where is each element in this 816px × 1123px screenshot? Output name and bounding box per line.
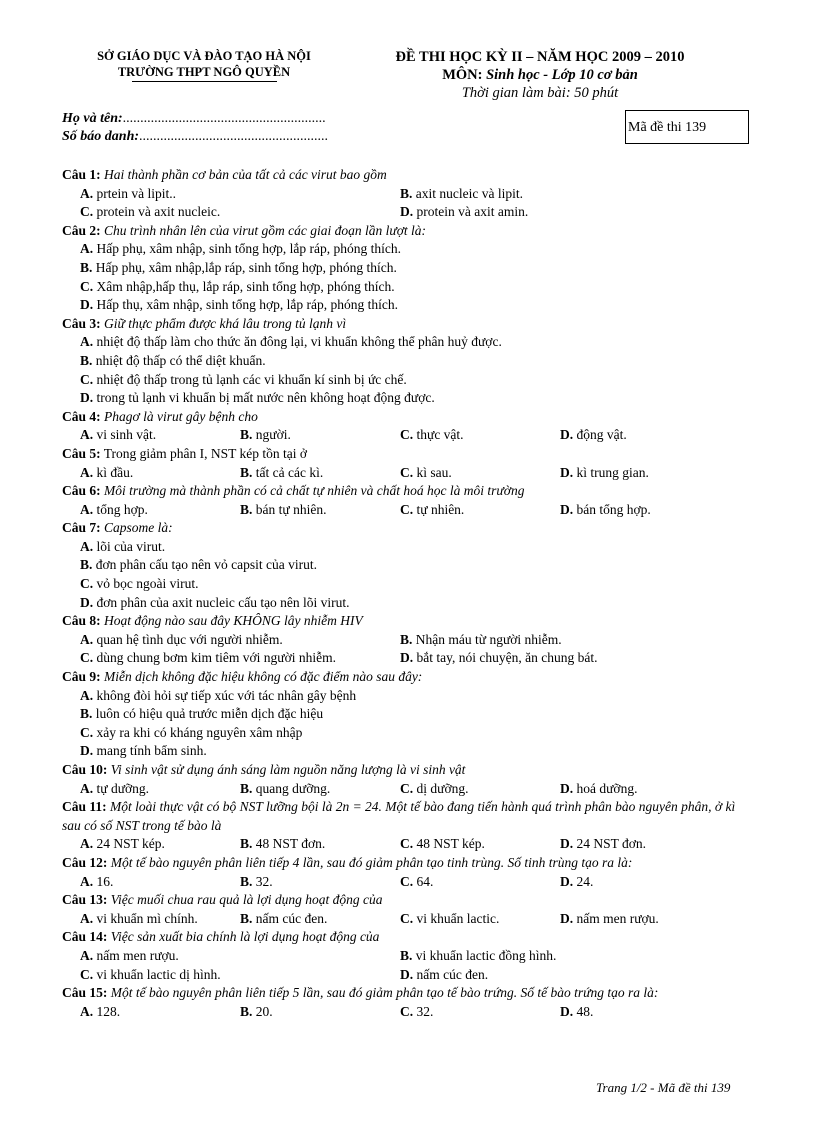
option-letter: C. bbox=[80, 650, 94, 666]
school-name: TRƯỜNG THPT NGÔ QUYỀN bbox=[117, 65, 291, 79]
option-row bbox=[62, 873, 756, 892]
answer-option-d bbox=[560, 835, 720, 854]
option-text: axit nucleic và lipit. bbox=[415, 185, 523, 201]
exam-code-box: Mã đề thi 139 bbox=[625, 110, 749, 144]
option-row bbox=[62, 556, 756, 575]
question-1 bbox=[62, 166, 756, 222]
question-text: Một loài thực vật có bộ NST lưỡng bội là 2n = 24. Một tế bào đang tiến hành quá trình phân bào nguyên phân, ở kì sau có số NST trong tế bào là bbox=[62, 799, 736, 833]
answer-option-b bbox=[80, 259, 397, 278]
question-text: Việc sản xuất bia chính là lợi dụng hoạt động của bbox=[110, 929, 380, 945]
option-letter: D. bbox=[80, 743, 94, 759]
option-letter: C. bbox=[400, 836, 414, 852]
question-stem bbox=[62, 798, 756, 835]
answer-option-b bbox=[240, 780, 400, 799]
option-letter: B. bbox=[240, 464, 253, 480]
question-list bbox=[62, 166, 756, 1021]
header-left bbox=[62, 48, 346, 82]
answer-option-c bbox=[400, 501, 560, 520]
answer-option-d bbox=[80, 389, 435, 408]
question-8 bbox=[62, 612, 756, 668]
option-text: bán tổng hợp. bbox=[576, 501, 651, 517]
option-text: vi khuẩn lactic. bbox=[416, 910, 500, 926]
question-number: Câu 4: bbox=[62, 408, 101, 424]
answer-option-d bbox=[560, 426, 720, 445]
question-number: Câu 8: bbox=[62, 613, 101, 629]
option-text: dùng chung bơm kim tiêm với người nhiễm. bbox=[96, 650, 336, 666]
answer-option-a bbox=[80, 835, 240, 854]
question-stem bbox=[62, 761, 756, 780]
option-letter: C. bbox=[400, 780, 414, 796]
question-number: Câu 12: bbox=[62, 854, 108, 870]
question-stem bbox=[62, 928, 756, 947]
question-number: Câu 1: bbox=[62, 167, 101, 182]
option-row bbox=[62, 538, 756, 557]
department-name: SỞ GIÁO DỤC VÀ ĐÀO TẠO HÀ NỘI bbox=[97, 49, 311, 63]
answer-option-d bbox=[560, 1003, 720, 1022]
option-row bbox=[62, 464, 756, 483]
answer-option-a bbox=[80, 240, 401, 259]
option-letter: C. bbox=[400, 1003, 414, 1019]
header-right bbox=[370, 48, 710, 102]
option-text: 48 NST đơn. bbox=[255, 836, 326, 852]
question-14 bbox=[62, 928, 756, 984]
option-letter: C. bbox=[80, 724, 94, 740]
option-text: đơn phân cấu tạo nên vỏ capsit của virut. bbox=[95, 557, 317, 573]
question-number: Câu 7: bbox=[62, 520, 101, 536]
answer-option-a bbox=[80, 538, 165, 557]
option-text: vi khuẩn lactic dị hình. bbox=[96, 966, 221, 982]
option-text: quan hệ tình dục với người nhiễm. bbox=[96, 631, 283, 647]
answer-option-c bbox=[80, 649, 400, 668]
option-text: lõi của virut. bbox=[96, 538, 166, 554]
answer-option-c bbox=[80, 278, 395, 297]
option-letter: B. bbox=[80, 259, 93, 275]
option-text: 48. bbox=[576, 1003, 594, 1019]
subject-line bbox=[370, 66, 710, 84]
option-letter: A. bbox=[80, 631, 94, 647]
option-text: 24 NST đơn. bbox=[576, 836, 647, 852]
option-letter: C. bbox=[400, 501, 414, 517]
option-text: tự dưỡng. bbox=[96, 780, 150, 796]
answer-option-a bbox=[80, 464, 240, 483]
option-text: nấm cúc đen. bbox=[255, 910, 328, 926]
option-row bbox=[62, 501, 756, 520]
answer-option-c bbox=[80, 966, 400, 985]
answer-option-d bbox=[560, 910, 720, 929]
answer-option-d bbox=[80, 594, 350, 613]
question-text: Phagơ là virut gây bệnh cho bbox=[104, 408, 258, 424]
answer-option-d bbox=[560, 464, 720, 483]
student-name-line bbox=[62, 110, 328, 128]
question-text: Chu trình nhân lên của virut gồm các giai đoạn lần lượt là: bbox=[104, 222, 427, 238]
option-text: xảy ra khi có kháng nguyên xâm nhập bbox=[96, 724, 303, 740]
question-text: Việc muối chua rau quả là lợi dụng hoạt động của bbox=[110, 892, 383, 908]
question-10 bbox=[62, 761, 756, 798]
option-row bbox=[62, 426, 756, 445]
option-text: vi khuẩn mì chính. bbox=[96, 910, 198, 926]
option-text: 128. bbox=[96, 1003, 121, 1019]
option-letter: B. bbox=[80, 352, 93, 368]
answer-option-a bbox=[80, 910, 240, 929]
option-letter: A. bbox=[80, 1003, 94, 1019]
student-id-line bbox=[62, 128, 328, 146]
question-number: Câu 9: bbox=[62, 669, 101, 685]
option-text: tổng hợp. bbox=[96, 501, 148, 517]
option-letter: C. bbox=[80, 371, 94, 387]
option-letter: B. bbox=[240, 1003, 253, 1019]
option-letter: D. bbox=[80, 390, 94, 406]
option-letter: C. bbox=[400, 464, 414, 480]
student-info bbox=[62, 110, 328, 146]
option-letter: D. bbox=[560, 427, 574, 443]
option-letter: C. bbox=[80, 204, 94, 220]
question-stem bbox=[62, 222, 756, 241]
option-row bbox=[62, 203, 756, 222]
option-row bbox=[62, 278, 756, 297]
answer-option-a bbox=[80, 947, 400, 966]
student-name-label: Họ và tên: bbox=[62, 111, 123, 126]
answer-option-c bbox=[80, 203, 400, 222]
option-letter: D. bbox=[560, 836, 574, 852]
option-row bbox=[62, 947, 756, 966]
question-stem bbox=[62, 854, 756, 873]
option-text: nhiệt độ thấp trong tủ lạnh các vi khuẩn kí sinh bị ức chế. bbox=[96, 371, 407, 387]
question-9 bbox=[62, 668, 756, 761]
option-text: 32. bbox=[255, 873, 273, 889]
option-text: bán tự nhiên. bbox=[255, 501, 327, 517]
option-text: 24. bbox=[576, 873, 594, 889]
option-row bbox=[62, 724, 756, 743]
option-text: prtein và lipit.. bbox=[96, 185, 176, 201]
option-row bbox=[62, 371, 756, 390]
question-text: Capsome là: bbox=[104, 520, 173, 536]
option-letter: D. bbox=[560, 910, 574, 926]
answer-option-b bbox=[240, 910, 400, 929]
answer-option-b bbox=[400, 185, 720, 204]
option-letter: D. bbox=[560, 780, 574, 796]
question-stem bbox=[62, 445, 756, 464]
answer-option-d bbox=[400, 203, 720, 222]
option-text: không đòi hỏi sự tiếp xúc với tác nhân gây bệnh bbox=[96, 687, 357, 703]
option-text: kì sau. bbox=[416, 464, 452, 480]
option-text: nấm men rượu. bbox=[96, 947, 179, 963]
option-row bbox=[62, 910, 756, 929]
question-text: Một tế bào nguyên phân liên tiếp 5 lần, sau đó giảm phân tạo tế bào trứng. Số tế bào trứng tạo ra là: bbox=[110, 985, 659, 1001]
question-11 bbox=[62, 798, 756, 854]
option-letter: B. bbox=[240, 873, 253, 889]
option-row bbox=[62, 333, 756, 352]
question-number: Câu 10: bbox=[62, 762, 108, 777]
option-letter: C. bbox=[80, 278, 94, 294]
option-row bbox=[62, 575, 756, 594]
student-id-dots: ...................................................... bbox=[139, 129, 329, 144]
exam-title: ĐỀ THI HỌC KỲ II – NĂM HỌC 2009 – 2010 bbox=[395, 49, 685, 65]
option-text: dị dưỡng. bbox=[416, 780, 469, 796]
answer-option-c bbox=[80, 371, 407, 390]
option-letter: D. bbox=[560, 1003, 574, 1019]
option-text: quang dưỡng. bbox=[255, 780, 331, 796]
question-stem bbox=[62, 519, 756, 538]
question-13 bbox=[62, 891, 756, 928]
option-letter: A. bbox=[80, 873, 94, 889]
option-row bbox=[62, 352, 756, 371]
question-number: Câu 11: bbox=[62, 799, 107, 815]
option-row bbox=[62, 296, 756, 315]
option-text: 48 NST kép. bbox=[416, 836, 485, 852]
option-text: tất cả các kì. bbox=[255, 464, 324, 480]
question-15 bbox=[62, 984, 756, 1021]
option-text: protein và axit nucleic. bbox=[96, 204, 221, 220]
option-letter: A. bbox=[80, 427, 94, 443]
school-underline bbox=[132, 81, 277, 82]
question-stem bbox=[62, 984, 756, 1003]
option-row bbox=[62, 649, 756, 668]
question-text: Vi sinh vật sử dụng ánh sáng làm nguồn năng lượng là vi sinh vật bbox=[110, 762, 466, 777]
option-letter: A. bbox=[80, 241, 94, 257]
option-text: vi sinh vật. bbox=[96, 427, 157, 443]
option-letter: B. bbox=[80, 706, 93, 722]
subject-value: Sinh học - Lớp 10 cơ bản bbox=[486, 67, 638, 83]
answer-option-d bbox=[560, 873, 720, 892]
question-4 bbox=[62, 408, 756, 445]
option-text: Hấp phụ, xâm nhập,lắp ráp, sinh tổng hợp, phóng thích. bbox=[95, 259, 397, 275]
option-letter: C. bbox=[400, 910, 414, 926]
option-text: tự nhiên. bbox=[416, 501, 465, 517]
option-letter: B. bbox=[400, 947, 413, 963]
answer-option-c bbox=[80, 724, 302, 743]
option-text: 20. bbox=[255, 1003, 273, 1019]
option-row bbox=[62, 705, 756, 724]
option-letter: C. bbox=[80, 576, 94, 592]
option-text: thực vật. bbox=[416, 427, 464, 443]
answer-option-b bbox=[240, 1003, 400, 1022]
option-text: Hấp thụ, xâm nhập, sinh tổng hợp, lắp ráp, phóng thích. bbox=[96, 297, 398, 313]
answer-option-d bbox=[560, 780, 720, 799]
question-number: Câu 6: bbox=[62, 483, 101, 499]
option-letter: D. bbox=[560, 501, 574, 517]
option-row bbox=[62, 259, 756, 278]
option-letter: A. bbox=[80, 185, 94, 201]
option-letter: A. bbox=[80, 947, 94, 963]
option-letter: C. bbox=[400, 873, 414, 889]
option-letter: D. bbox=[560, 464, 574, 480]
answer-option-b bbox=[240, 464, 400, 483]
answer-option-d bbox=[400, 649, 720, 668]
answer-option-d bbox=[80, 296, 398, 315]
option-letter: A. bbox=[80, 538, 94, 554]
option-row bbox=[62, 742, 756, 761]
page-footer: Trang 1/2 - Mã đề thi 139 bbox=[596, 1080, 731, 1095]
option-text: kì đầu. bbox=[96, 464, 134, 480]
option-text: người. bbox=[255, 427, 291, 443]
option-letter: B. bbox=[400, 185, 413, 201]
option-text: bắt tay, nói chuyện, ăn chung bát. bbox=[416, 650, 598, 666]
question-6 bbox=[62, 482, 756, 519]
question-number: Câu 13: bbox=[62, 892, 108, 908]
option-letter: A. bbox=[80, 910, 94, 926]
answer-option-b bbox=[80, 352, 266, 371]
option-row bbox=[62, 835, 756, 854]
option-letter: D. bbox=[400, 650, 414, 666]
option-row bbox=[62, 389, 756, 408]
option-text: 16. bbox=[96, 873, 114, 889]
student-id-label: Số báo danh: bbox=[62, 129, 140, 144]
answer-option-a bbox=[80, 631, 400, 650]
option-row bbox=[62, 687, 756, 706]
option-text: hoá dưỡng. bbox=[576, 780, 638, 796]
answer-option-a bbox=[80, 426, 240, 445]
option-letter: A. bbox=[80, 501, 94, 517]
option-text: động vật. bbox=[576, 427, 627, 443]
answer-option-b bbox=[400, 947, 720, 966]
answer-option-d bbox=[80, 742, 207, 761]
subject-label: MÔN: bbox=[442, 67, 483, 83]
answer-option-b bbox=[80, 556, 317, 575]
option-text: nhiệt độ thấp làm cho thức ăn đông lại, vi khuẩn không thể phân huỷ được. bbox=[96, 334, 502, 350]
option-text: nhiệt độ thấp có thể diệt khuẩn. bbox=[95, 352, 266, 368]
option-text: vỏ bọc ngoài virut. bbox=[96, 576, 199, 592]
option-row bbox=[62, 1003, 756, 1022]
question-7 bbox=[62, 519, 756, 612]
answer-option-c bbox=[400, 780, 560, 799]
answer-option-d bbox=[400, 966, 720, 985]
option-text: luôn có hiệu quả trước miễn dịch đặc hiệu bbox=[95, 706, 324, 722]
question-2 bbox=[62, 222, 756, 315]
question-stem bbox=[62, 408, 756, 427]
question-number: Câu 14: bbox=[62, 929, 108, 945]
option-letter: A. bbox=[80, 780, 94, 796]
question-text: Môi trường mà thành phần có cả chất tự nhiên và chất hoá học là môi trường bbox=[104, 483, 525, 499]
answer-option-a bbox=[80, 185, 400, 204]
option-text: mang tính bẩm sinh. bbox=[96, 743, 207, 759]
question-number: Câu 5: bbox=[62, 445, 101, 461]
question-3 bbox=[62, 315, 756, 408]
option-text: Hấp phụ, xâm nhập, sinh tổng hợp, lắp ráp, phóng thích. bbox=[96, 241, 401, 257]
exam-duration: Thời gian làm bài: 50 phút bbox=[461, 85, 619, 101]
question-number: Câu 3: bbox=[62, 315, 101, 331]
option-text: vi khuẩn lactic đồng hình. bbox=[415, 947, 557, 963]
option-text: kì trung gian. bbox=[576, 464, 649, 480]
answer-option-c bbox=[400, 835, 560, 854]
question-stem bbox=[62, 668, 756, 687]
answer-option-a bbox=[80, 333, 502, 352]
option-text: Xâm nhập,hấp thụ, lắp ráp, sinh tổng hợp, phóng thích. bbox=[96, 278, 395, 294]
option-letter: D. bbox=[560, 873, 574, 889]
option-letter: C. bbox=[400, 427, 414, 443]
question-stem bbox=[62, 482, 756, 501]
question-text: Một tế bào nguyên phân liên tiếp 4 lần, sau đó giảm phân tạo tinh trùng. Số tinh trùng tạo ra là: bbox=[110, 854, 633, 870]
answer-option-a bbox=[80, 780, 240, 799]
question-text: Hai thành phần cơ bản của tất cả các virut bao gồm bbox=[104, 167, 387, 182]
option-letter: B. bbox=[240, 780, 253, 796]
answer-option-b bbox=[240, 873, 400, 892]
question-text: Trong giảm phân I, NST kép tồn tại ở bbox=[103, 445, 308, 461]
option-row bbox=[62, 185, 756, 204]
option-letter: D. bbox=[80, 297, 94, 313]
answer-option-c bbox=[400, 426, 560, 445]
answer-option-c bbox=[80, 575, 198, 594]
option-row bbox=[62, 780, 756, 799]
question-text: Miễn dịch không đặc hiệu không có đặc điểm nào sau đây: bbox=[104, 669, 423, 685]
answer-option-c bbox=[400, 464, 560, 483]
option-text: trong tủ lạnh vi khuẩn bị mất nước nên không hoạt động được. bbox=[96, 390, 435, 406]
option-text: 64. bbox=[416, 873, 434, 889]
answer-option-d bbox=[560, 501, 720, 520]
option-letter: D. bbox=[400, 966, 414, 982]
question-stem bbox=[62, 315, 756, 334]
option-letter: D. bbox=[400, 204, 414, 220]
option-text: 24 NST kép. bbox=[96, 836, 165, 852]
option-text: protein và axit amin. bbox=[416, 204, 529, 220]
option-letter: A. bbox=[80, 464, 94, 480]
question-stem bbox=[62, 612, 756, 631]
question-text: Hoạt động nào sau đây KHÔNG lây nhiễm HIV bbox=[104, 613, 363, 629]
option-letter: B. bbox=[400, 631, 413, 647]
option-row bbox=[62, 240, 756, 259]
question-12 bbox=[62, 854, 756, 891]
option-row bbox=[62, 966, 756, 985]
student-name-dots: .......................................................... bbox=[122, 111, 326, 126]
option-letter: A. bbox=[80, 687, 94, 703]
question-stem bbox=[62, 891, 756, 910]
option-text: 32. bbox=[416, 1003, 434, 1019]
answer-option-b bbox=[240, 835, 400, 854]
option-text: nấm men rượu. bbox=[576, 910, 659, 926]
option-row bbox=[62, 594, 756, 613]
question-5 bbox=[62, 445, 756, 482]
answer-option-b bbox=[240, 501, 400, 520]
answer-option-b bbox=[240, 426, 400, 445]
option-letter: B. bbox=[240, 501, 253, 517]
question-text: Giữ thực phẩm được khá lâu trong tủ lạnh vì bbox=[104, 315, 347, 331]
answer-option-c bbox=[400, 873, 560, 892]
option-letter: B. bbox=[240, 836, 253, 852]
answer-option-a bbox=[80, 873, 240, 892]
question-number: Câu 15: bbox=[62, 985, 108, 1001]
answer-option-a bbox=[80, 1003, 240, 1022]
option-letter: C. bbox=[80, 966, 94, 982]
option-text: đơn phân của axit nucleic cấu tạo nên lõi virut. bbox=[96, 594, 350, 610]
answer-option-c bbox=[400, 910, 560, 929]
answer-option-a bbox=[80, 501, 240, 520]
option-text: Nhận máu từ người nhiễm. bbox=[415, 631, 562, 647]
option-letter: A. bbox=[80, 836, 94, 852]
option-row bbox=[62, 631, 756, 650]
answer-option-a bbox=[80, 687, 356, 706]
option-letter: D. bbox=[80, 594, 94, 610]
answer-option-c bbox=[400, 1003, 560, 1022]
answer-option-b bbox=[400, 631, 720, 650]
option-letter: B. bbox=[240, 910, 253, 926]
option-letter: A. bbox=[80, 334, 94, 350]
option-letter: B. bbox=[240, 427, 253, 443]
option-letter: B. bbox=[80, 557, 93, 573]
option-text: nấm cúc đen. bbox=[416, 966, 489, 982]
question-number: Câu 2: bbox=[62, 222, 101, 238]
question-stem bbox=[62, 166, 756, 185]
answer-option-b bbox=[80, 705, 323, 724]
